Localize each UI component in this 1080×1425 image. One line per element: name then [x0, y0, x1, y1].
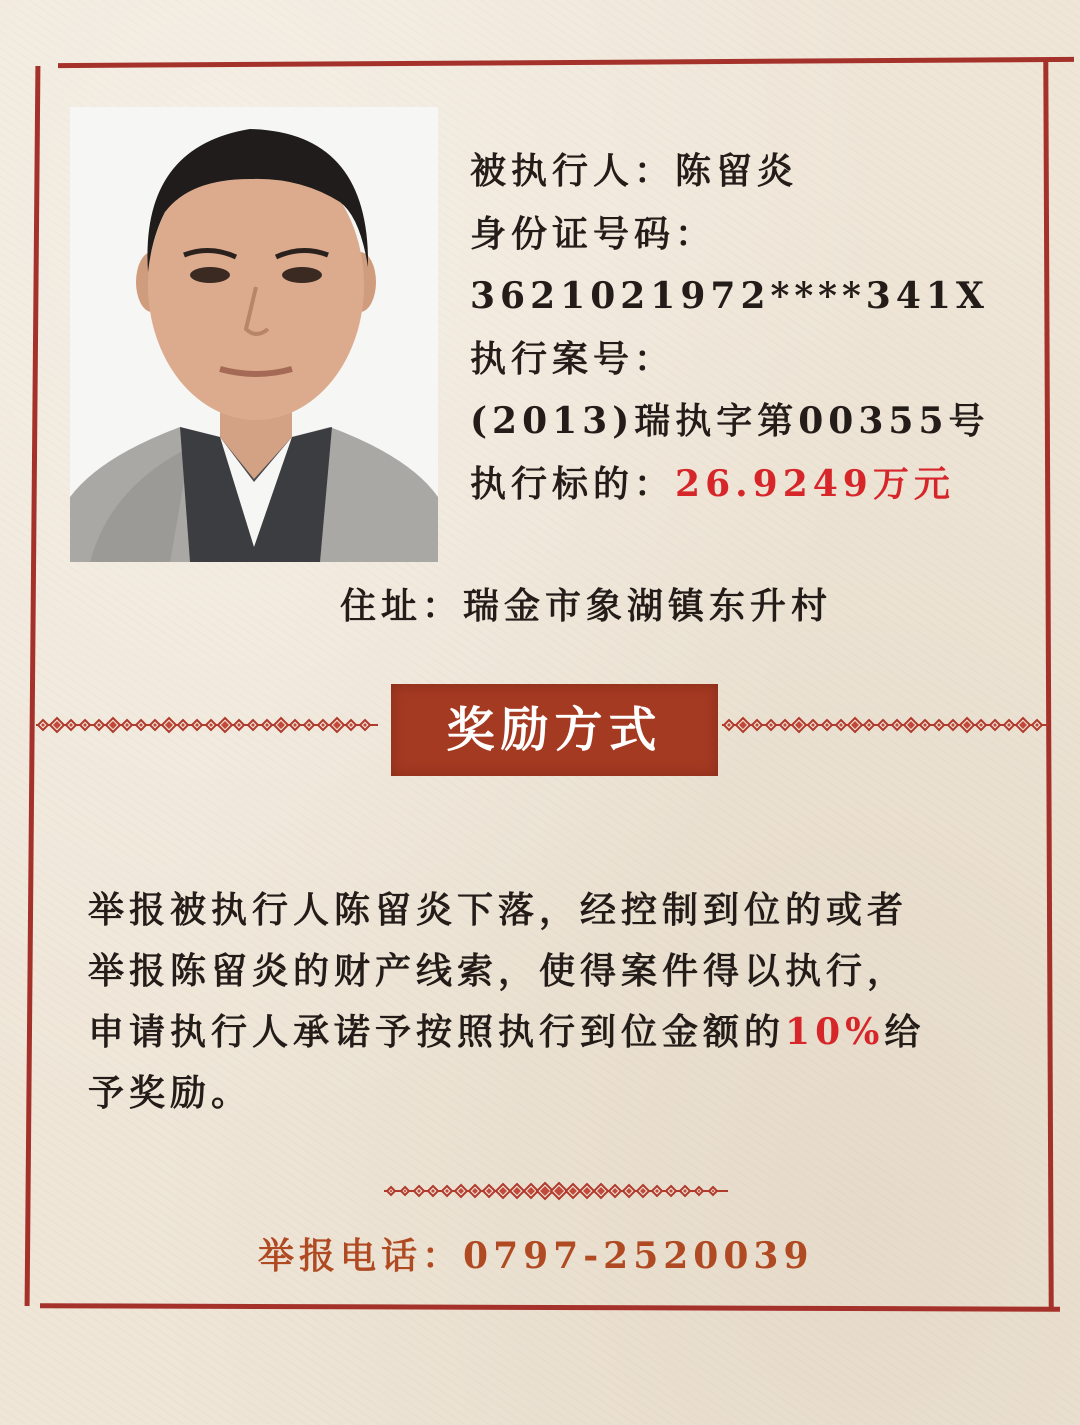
diamond-ornament-bottom [384, 1178, 728, 1204]
id-label: 身份证号码： [470, 212, 717, 255]
person-info [470, 140, 990, 515]
reward-line-4: 予奖励。 [88, 1072, 253, 1114]
amount-label: 执行标的： [470, 462, 676, 505]
name-label: 被执行人： [470, 150, 676, 192]
reward-text [88, 880, 1028, 1124]
section-title: 奖励方式 [391, 684, 718, 776]
amount-line [470, 453, 990, 516]
reward-line-1: 举报被执行人陈留炎下落，经控制到位的或者 [88, 889, 909, 931]
name-line [470, 140, 990, 203]
person-photo [70, 107, 438, 562]
reward-percent: 10% [785, 1011, 885, 1053]
address-line [340, 576, 832, 636]
amount-value: 26.9249万元 [675, 462, 955, 505]
address-value: 瑞金市象湖镇东升村 [463, 585, 833, 627]
diamond-ornament-right [722, 712, 1048, 738]
id-number: 3621021972****341X [470, 275, 989, 317]
reward-line-3-post: 给 [884, 1011, 926, 1053]
case-number: (2013)瑞执字第00355号 [470, 400, 990, 442]
address-label: 住址： [340, 585, 464, 627]
person-name: 陈留炎 [675, 150, 799, 192]
case-label: 执行案号： [470, 337, 676, 380]
phone-number: 0797-2520039 [463, 1235, 814, 1277]
reward-line-2: 举报陈留炎的财产线索，使得案件得以执行， [88, 950, 909, 992]
phone-label: 举报电话： [258, 1235, 464, 1277]
reward-line-3 [88, 1002, 1028, 1063]
diamond-ornament-left [36, 712, 378, 738]
reward-line-3-pre: 申请执行人承诺予按照执行到位金额的 [88, 1011, 786, 1053]
contact-phone [258, 1228, 814, 1284]
